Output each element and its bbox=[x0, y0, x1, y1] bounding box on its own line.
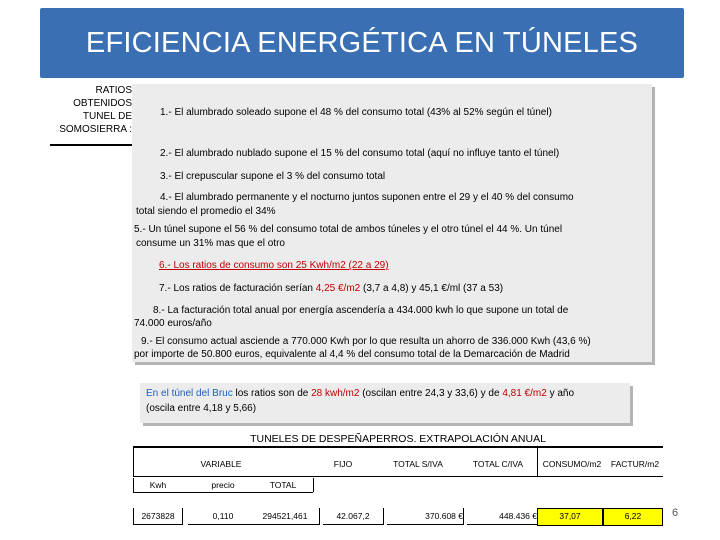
subheader-kwh: Kwh bbox=[149, 480, 167, 490]
ratio-9-line1: 9.- El consumo actual asciende a 770.000 Kwh por lo que resulta un ahorro de 336.000 Kwh (43,6 %) bbox=[141, 336, 591, 347]
ratio-9-line2: por importe de 50.800 euros, equivalente al 4,4 % del consumo total de la Demarcación de Madrid bbox=[134, 349, 570, 360]
side-label bbox=[50, 84, 132, 146]
ratios-box bbox=[132, 84, 652, 362]
bruc-billing-ratio: 4,81 €/m2 bbox=[502, 388, 547, 399]
header-total-siva: TOTAL S/IVA bbox=[393, 459, 443, 469]
cell-consumo-m2 bbox=[537, 508, 603, 526]
table-divider bbox=[537, 448, 538, 476]
cell-fijo bbox=[323, 508, 384, 525]
bruc-line-2: (oscila entre 4,18 y 5,66) bbox=[146, 403, 257, 414]
side-label-line: TUNEL DE bbox=[82, 111, 132, 122]
bruc-note bbox=[140, 383, 630, 423]
value-consumo-m2: 37,07 bbox=[559, 511, 581, 521]
ratio-7 bbox=[159, 283, 503, 296]
ratio-2: 2.- El alumbrado nublado supone el 15 % del consumo total (aquí no influye tanto el túnel) bbox=[160, 148, 560, 159]
cell-factur-m2 bbox=[603, 508, 663, 526]
ratio-8-line1: 8.- La facturación total anual por energía ascendería a 434.000 kwh lo que supone un total de bbox=[153, 305, 569, 316]
cell-total bbox=[251, 508, 320, 525]
cell-kwh bbox=[133, 508, 183, 525]
value-fijo: 42.067,2 bbox=[336, 511, 370, 521]
bruc-consumption-ratio: 28 kwh/m2 bbox=[311, 388, 360, 399]
side-label-line: SOMOSIERRA : bbox=[59, 124, 132, 135]
ratio-7-pre: 7.- Los ratios de facturación serían bbox=[159, 283, 316, 294]
header-fijo: FIJO bbox=[333, 459, 353, 469]
ratio-7-highlight: 4,25 €/m2 bbox=[315, 283, 361, 294]
header-total-civa: TOTAL C/IVA bbox=[472, 459, 524, 469]
bruc-line-1 bbox=[146, 386, 624, 401]
table-divider bbox=[133, 492, 313, 493]
side-label-line: RATIOS bbox=[95, 85, 132, 96]
ratio-8-line2: 74.000 euros/año bbox=[134, 318, 212, 329]
title-banner bbox=[40, 8, 684, 78]
value-total-civa: 448.436 € bbox=[499, 511, 537, 521]
table-title: TUNELES DE DESPEÑAPERROS. EXTRAPOLACIÓN ANUAL bbox=[133, 432, 663, 448]
ratio-5-line1: 5.- Un túnel supone el 56 % del consumo total de ambos túneles y el otro túnel el 44 %. Un túnel bbox=[134, 224, 563, 235]
cell-total-siva bbox=[387, 508, 464, 525]
table-divider bbox=[133, 476, 663, 477]
ratio-3: 3.- El crepuscular supone el 3 % del consumo total bbox=[160, 171, 386, 182]
subheader-total: TOTAL bbox=[269, 480, 297, 490]
table-divider bbox=[133, 448, 134, 476]
value-total: 294521,461 bbox=[262, 511, 308, 521]
ratio-6: 6.- Los ratios de consumo son 25 Kwh/m2 (22 a 29) bbox=[159, 260, 389, 271]
header-variable: VARIABLE bbox=[200, 459, 242, 469]
cell-precio bbox=[188, 508, 258, 525]
bruc-tunnel-name: En el túnel del Bruc bbox=[146, 388, 233, 399]
subheader-precio: precio bbox=[211, 480, 235, 490]
bruc-text: y año bbox=[546, 388, 575, 399]
ratio-5-line2: consume un 31% mas que el otro bbox=[136, 238, 285, 249]
value-precio: 0,110 bbox=[212, 511, 234, 521]
page-number: 6 bbox=[672, 507, 679, 519]
header-factur-m2: FACTUR/m2 bbox=[610, 459, 660, 469]
bruc-text: (oscilan entre 24,3 y 33,6) y de bbox=[359, 388, 503, 399]
value-kwh: 2673828 bbox=[141, 511, 175, 521]
ratio-7-post: (3,7 a 4,8) y 45,1 €/ml (37 a 53) bbox=[360, 283, 504, 294]
side-label-line: OBTENIDOS bbox=[73, 98, 132, 109]
header-consumo-m2: CONSUMO/m2 bbox=[542, 459, 602, 469]
extrapolation-table bbox=[133, 432, 663, 532]
value-total-siva: 370.608 € bbox=[425, 511, 463, 521]
value-factur-m2: 6,22 bbox=[624, 511, 642, 521]
table-divider bbox=[133, 478, 134, 492]
ratio-4-line1: 4.- El alumbrado permanente y el nocturno juntos suponen entre el 29 y el 40 % del consumo bbox=[160, 192, 574, 203]
table-divider bbox=[313, 478, 314, 492]
bruc-text: los ratios son de bbox=[232, 388, 312, 399]
ratio-4-line2: total siendo el promedio el 34% bbox=[136, 206, 276, 217]
page-title: EFICIENCIA ENERGÉTICA EN TÚNELES bbox=[85, 26, 639, 59]
ratio-1: 1.- El alumbrado soleado supone el 48 % del consumo total (43% al 52% según el túnel) bbox=[160, 107, 552, 118]
cell-total-civa bbox=[467, 508, 538, 525]
